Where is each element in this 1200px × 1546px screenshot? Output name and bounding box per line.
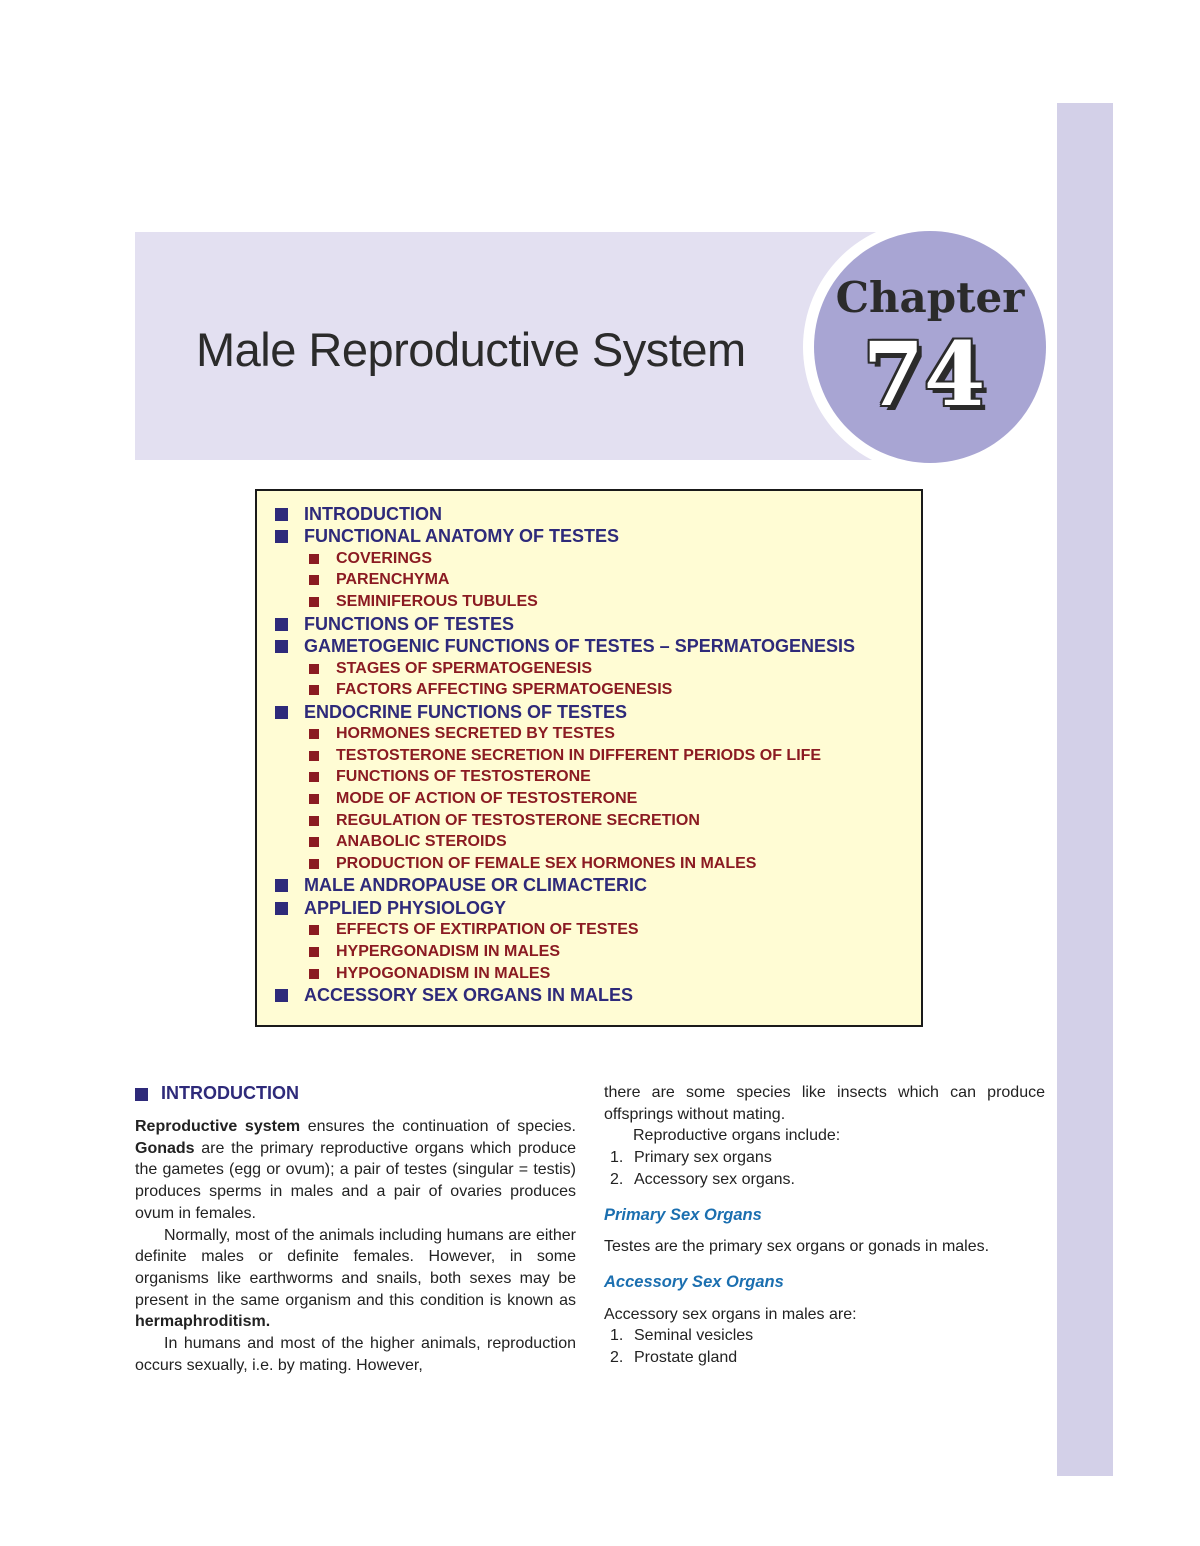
paragraph-4: Reproductive organs include: (633, 1127, 841, 1145)
toc-item (275, 679, 855, 701)
list-item (604, 1347, 1045, 1369)
list-number: 1. (610, 1327, 624, 1345)
side-strip (1057, 103, 1113, 1476)
square-bullet-icon (275, 902, 288, 915)
list-text: Accessory sex organs. (634, 1170, 795, 1188)
accessory-list (604, 1325, 1045, 1368)
page-title: Male Reproductive System (196, 323, 746, 376)
toc-item-label: HYPERGONADISM IN MALES (336, 943, 561, 961)
square-bullet-icon (309, 969, 319, 979)
toc-item (275, 658, 855, 680)
list-text: Seminal vesicles (634, 1327, 754, 1345)
toc-item (275, 723, 855, 745)
toc-item (275, 570, 855, 592)
square-bullet-icon (135, 1088, 148, 1101)
term-reproductive-system: Reproductive system (135, 1118, 301, 1135)
square-bullet-icon (309, 947, 319, 957)
toc-item (275, 963, 855, 985)
square-bullet-icon (309, 925, 319, 935)
toc-item-label: REGULATION OF TESTOSTERONE SECRETION (336, 811, 700, 829)
toc-item-label: MALE ANDROPAUSE OR CLIMACTERIC (304, 875, 647, 896)
paragraph-2 (135, 1225, 576, 1334)
toc-item-label: FACTORS AFFECTING SPERMATOGENESIS (336, 681, 673, 699)
list-item (604, 1147, 1045, 1169)
primary-heading: Primary Sex Organs (604, 1205, 762, 1224)
toc-item (275, 548, 855, 570)
toc-item-label: FUNCTIONAL ANATOMY OF TESTES (304, 526, 620, 547)
term-hermaphroditism: hermaphroditism. (135, 1313, 271, 1331)
left-column (135, 1082, 576, 1376)
toc-item (275, 831, 855, 853)
table-of-contents (255, 489, 923, 1027)
list-item (604, 1169, 1045, 1191)
toc-item-label: PARENCHYMA (336, 571, 450, 589)
list-item (604, 1325, 1045, 1347)
toc-item-label: TESTOSTERONE SECRETION IN DIFFERENT PERIODS OF LIFE (336, 746, 822, 764)
square-bullet-icon (309, 794, 319, 804)
paragraph-3: In humans and most of the higher animals, reproduction occurs sexually, i.e. by mating. However, (135, 1335, 576, 1374)
square-bullet-icon (275, 879, 288, 892)
list-number: 1. (610, 1149, 624, 1167)
toc-item (275, 701, 855, 724)
square-bullet-icon (309, 816, 319, 826)
square-bullet-icon (275, 989, 288, 1002)
accessory-text: Accessory sex organs in males are: (604, 1305, 857, 1323)
toc-item-label: FUNCTIONS OF TESTES (304, 613, 515, 634)
square-bullet-icon (309, 597, 319, 607)
toc-item-label: ANABOLIC STEROIDS (336, 833, 507, 851)
paragraph-3-continued: there are some species like insects which can produce offsprings without mating. (604, 1084, 1045, 1123)
toc-item-label: ENDOCRINE FUNCTIONS OF TESTES (304, 701, 628, 722)
toc-item (275, 897, 855, 920)
list-text: Prostate gland (634, 1349, 738, 1367)
toc-item (275, 941, 855, 963)
square-bullet-icon (309, 664, 319, 674)
toc-item (275, 745, 855, 767)
square-bullet-icon (309, 859, 319, 869)
square-bullet-icon (309, 685, 319, 695)
toc-item (275, 613, 855, 636)
chapter-label: Chapter (835, 273, 1025, 322)
toc-item (275, 503, 855, 526)
toc-item-label: EFFECTS OF EXTIRPATION OF TESTES (336, 921, 639, 939)
toc-item-label: COVERINGS (336, 549, 433, 567)
term-gonads: Gonads (135, 1139, 195, 1157)
square-bullet-icon (309, 772, 319, 782)
toc-item-label: HYPOGONADISM IN MALES (336, 964, 551, 982)
toc-item (275, 810, 855, 832)
toc-item-label: FUNCTIONS OF TESTOSTERONE (336, 768, 591, 786)
toc-item-label: HORMONES SECRETED BY TESTES (336, 725, 615, 743)
toc-item-label: PRODUCTION OF FEMALE SEX HORMONES IN MALES (336, 854, 757, 872)
organs-list (604, 1147, 1045, 1190)
toc-item-label: STAGES OF SPERMATOGENESIS (336, 659, 593, 677)
toc-item (275, 853, 855, 875)
intro-heading: INTRODUCTION (161, 1083, 299, 1104)
toc-item (275, 591, 855, 613)
paragraph-1 (135, 1116, 576, 1225)
square-bullet-icon (309, 751, 319, 761)
chapter-number: 74 (862, 322, 986, 426)
right-column (604, 1082, 1045, 1369)
list-text: Primary sex organs (634, 1149, 772, 1167)
section-heading (135, 1082, 576, 1106)
toc-list (275, 503, 855, 1007)
toc-item-label: GAMETOGENIC FUNCTIONS OF TESTES – SPERMATOGENESIS (304, 636, 856, 657)
paragraph-text: are the primary reproductive organs which produce the gametes (egg or ovum); a pair of testes (singular = testis) produces sperms in males and a pair of ovaries produces ovum in females. (135, 1139, 576, 1222)
square-bullet-icon (275, 706, 288, 719)
list-number: 2. (610, 1349, 624, 1367)
toc-item (275, 526, 855, 549)
toc-item (275, 788, 855, 810)
paragraph-text: ensures the continuation of species. (300, 1118, 576, 1135)
square-bullet-icon (309, 837, 319, 847)
accessory-heading: Accessory Sex Organs (604, 1272, 784, 1291)
paragraph-text: Normally, most of the animals including humans are either definite males or definite females. However, in some organisms like earthworms and snails, both sexes may be present in the same organism and this condition is known as (135, 1226, 576, 1309)
toc-item (275, 920, 855, 942)
toc-item (275, 635, 855, 658)
primary-text: Testes are the primary sex organs or gonads in males. (604, 1238, 990, 1256)
toc-item (275, 984, 855, 1007)
toc-item-label: ACCESSORY SEX ORGANS IN MALES (304, 985, 634, 1006)
square-bullet-icon (275, 640, 288, 653)
toc-item-label: SEMINIFEROUS TUBULES (336, 592, 538, 610)
square-bullet-icon (309, 729, 319, 739)
toc-item-label: INTRODUCTION (304, 503, 442, 524)
square-bullet-icon (309, 575, 319, 585)
toc-item-label: APPLIED PHYSIOLOGY (304, 897, 507, 918)
toc-item (275, 767, 855, 789)
square-bullet-icon (309, 554, 319, 564)
toc-item-label: MODE OF ACTION OF TESTOSTERONE (336, 790, 638, 808)
square-bullet-icon (275, 508, 288, 521)
square-bullet-icon (275, 530, 288, 543)
square-bullet-icon (275, 618, 288, 631)
toc-item (275, 875, 855, 898)
list-number: 2. (610, 1170, 624, 1188)
